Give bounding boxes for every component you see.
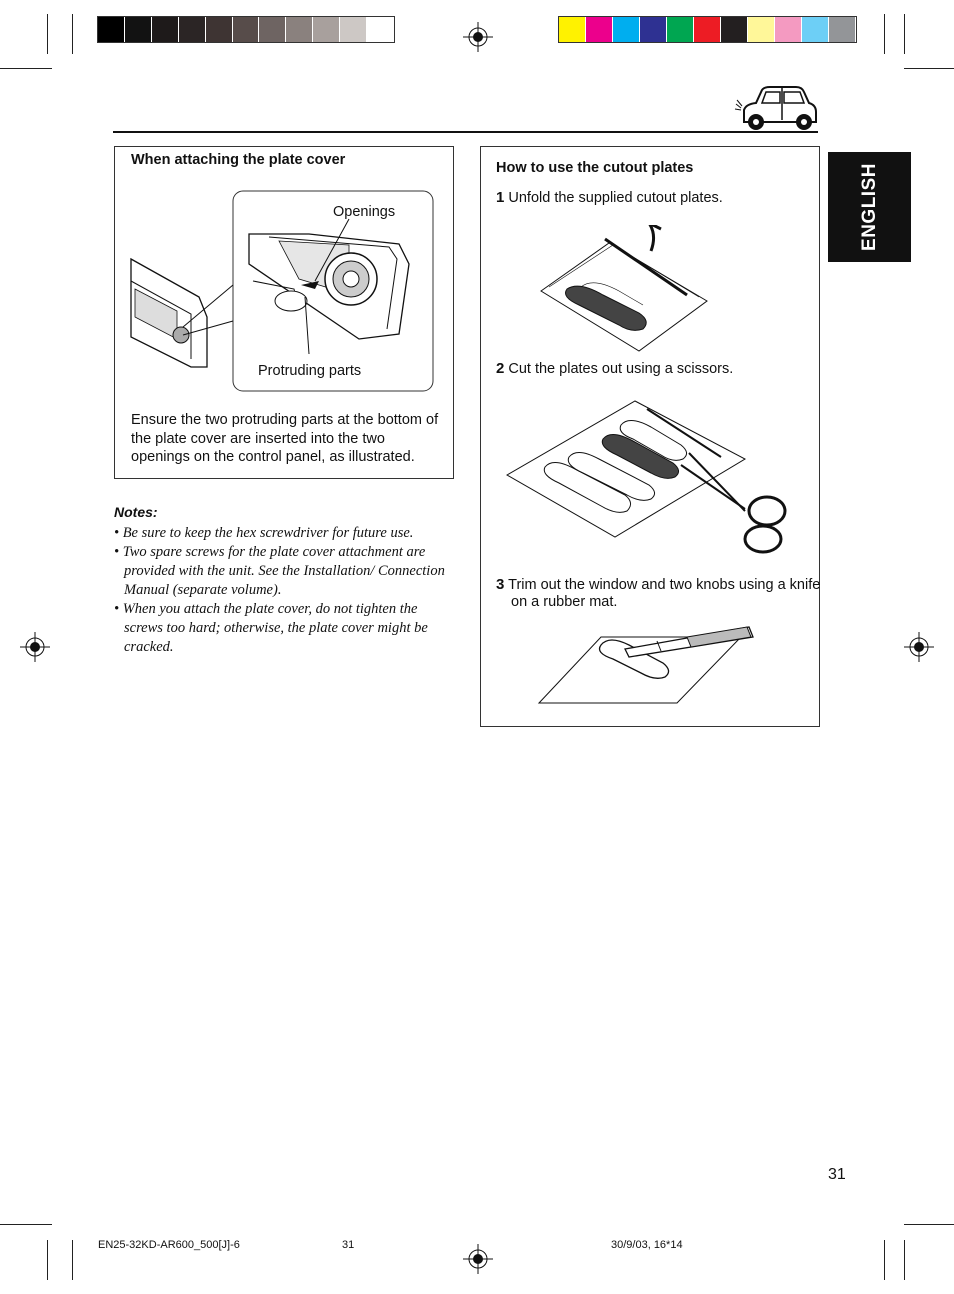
color-swatch bbox=[559, 17, 585, 42]
gray-swatch bbox=[340, 17, 366, 42]
gray-swatch bbox=[286, 17, 312, 42]
step-number: 3 bbox=[496, 576, 505, 593]
step-text: Trim out the window and two knobs using a knife on a rubber mat. bbox=[508, 577, 821, 610]
gray-swatch bbox=[206, 17, 232, 42]
color-swatch bbox=[748, 17, 774, 42]
gray-calibration-bar bbox=[97, 16, 395, 43]
plate-cover-box bbox=[114, 146, 454, 479]
step-text: Unfold the supplied cutout plates. bbox=[508, 190, 723, 206]
page-number: 31 bbox=[828, 1166, 846, 1183]
cutout-plates-box bbox=[480, 146, 820, 727]
color-swatch bbox=[721, 17, 747, 42]
protruding-parts-label: Protruding parts bbox=[258, 363, 362, 379]
color-calibration-bar bbox=[558, 16, 857, 43]
color-swatch bbox=[613, 17, 639, 42]
cut-plates-illustration bbox=[505, 399, 789, 559]
gray-swatch bbox=[233, 17, 259, 42]
step-number: 1 bbox=[496, 189, 505, 206]
step-number: 2 bbox=[496, 360, 505, 377]
footer-date: 30/9/03, 16*14 bbox=[611, 1239, 683, 1251]
gray-swatch bbox=[152, 17, 178, 42]
notes-section bbox=[114, 503, 459, 657]
notes-heading: Notes: bbox=[114, 504, 158, 520]
color-swatch bbox=[775, 17, 801, 42]
language-tab: ENGLISH bbox=[828, 152, 911, 262]
gray-swatch bbox=[179, 17, 205, 42]
footer-code: EN25-32KD-AR600_500[J]-6 bbox=[98, 1239, 240, 1251]
header-rule bbox=[113, 131, 818, 133]
registration-mark-icon bbox=[904, 632, 934, 662]
gray-swatch bbox=[259, 17, 285, 42]
color-swatch bbox=[586, 17, 612, 42]
note-item: • Two spare screws for the plate cover attachment are provided with the unit. See the Installation/ Connection Manual (separate volume). bbox=[114, 544, 445, 598]
footer-page: 31 bbox=[342, 1239, 355, 1251]
color-swatch bbox=[640, 17, 666, 42]
note-item: • When you attach the plate cover, do not tighten the screws too hard; otherwise, the plate cover might be cracked. bbox=[114, 601, 428, 655]
step-3 bbox=[496, 577, 823, 610]
gray-swatch bbox=[367, 17, 393, 42]
note-item: • Be sure to keep the hex screwdriver for future use. bbox=[114, 525, 414, 541]
registration-mark-icon bbox=[463, 1244, 493, 1274]
gray-swatch bbox=[313, 17, 339, 42]
plate-cover-title: When attaching the plate cover bbox=[131, 152, 346, 168]
unfold-plates-illustration bbox=[539, 225, 711, 363]
registration-mark-icon bbox=[20, 632, 50, 662]
trim-plates-illustration bbox=[537, 623, 757, 705]
step-1 bbox=[496, 189, 806, 207]
cutout-plates-title: How to use the cutout plates bbox=[496, 160, 694, 176]
step-2 bbox=[496, 360, 806, 378]
gray-swatch bbox=[98, 17, 124, 42]
plate-cover-body: Ensure the two protruding parts at the bottom of the plate cover are inserted into the two openings on the control panel, as illustrated. bbox=[131, 412, 439, 465]
color-swatch bbox=[694, 17, 720, 42]
color-swatch bbox=[829, 17, 855, 42]
openings-label: Openings bbox=[333, 204, 396, 220]
color-swatch bbox=[667, 17, 693, 42]
car-icon bbox=[734, 84, 820, 134]
gray-swatch bbox=[125, 17, 151, 42]
registration-mark-icon bbox=[463, 22, 493, 52]
color-swatch bbox=[802, 17, 828, 42]
step-text: Cut the plates out using a scissors. bbox=[508, 361, 734, 377]
